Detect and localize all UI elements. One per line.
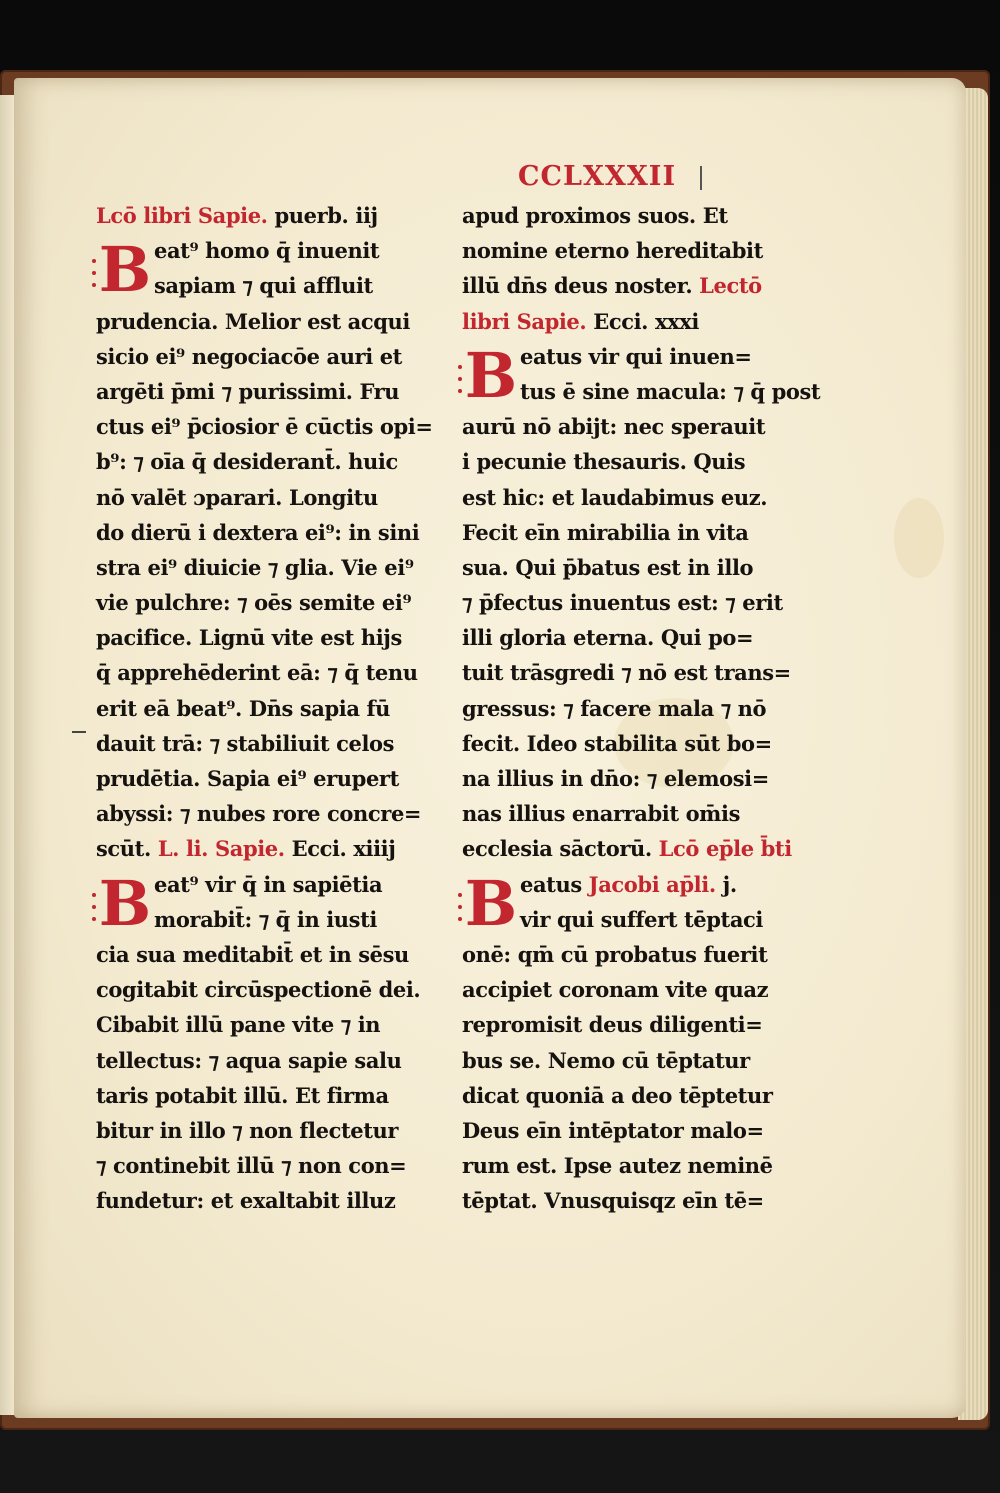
- text-span: nomine eterno hereditabit: [462, 238, 763, 264]
- text-line: [462, 268, 768, 303]
- text-line: [462, 761, 768, 796]
- text-line: [462, 480, 768, 515]
- rubric-text: Jacobi ap̄li.: [588, 871, 716, 897]
- text-line: [462, 444, 768, 479]
- text-line: [462, 691, 768, 726]
- text-span: prudencia. Melior est acqui: [96, 308, 410, 334]
- drop-initial: B: [98, 233, 152, 307]
- text-span: sapiam ⁊ qui affluit: [154, 273, 373, 299]
- text-span: na illius in dn̄o: ⁊ elemosi=: [462, 766, 769, 791]
- text-span: taris potabit illū. Et firma: [96, 1082, 389, 1108]
- text-span: cia sua meditabit̄ et in sēsu: [96, 941, 409, 967]
- text-span: Ecci. xxxi: [586, 308, 699, 334]
- text-span: eatus: [520, 871, 589, 897]
- text-line: [96, 620, 402, 655]
- left-column: [96, 198, 433, 1218]
- drop-initial: B: [464, 866, 518, 940]
- rubric-text: Lcō libri Sapie.: [96, 203, 268, 228]
- text-span: scūt.: [96, 836, 158, 862]
- paper-stain: [894, 498, 944, 578]
- text-span: eat⁹ vir q̄ in sapiētia: [154, 871, 383, 897]
- text-line: [96, 1113, 398, 1148]
- text-span: Fecit eīn mirabilia in vita: [462, 519, 749, 545]
- text-line: [96, 374, 398, 409]
- text-span: onē: qm̄ cū probatus fuerit: [462, 941, 768, 967]
- text-span: tus ē sine macula: ⁊ q̄ post: [520, 378, 821, 404]
- text-span: rum est. Ipse autez neminē: [462, 1153, 773, 1179]
- text-span: prudētia. Sapia ei⁹ erupert: [96, 766, 399, 791]
- text-line: [96, 937, 409, 972]
- text-span: Ecci. xiiij: [284, 836, 396, 862]
- text-span: illi gloria eterna. Qui po=: [462, 625, 754, 651]
- text-span: puerb. iij: [267, 203, 378, 228]
- text-line: [462, 831, 792, 866]
- text-line: [96, 1183, 398, 1218]
- text-span: bitur in illo ⁊ non flectetur: [96, 1117, 399, 1143]
- drop-initial: B: [464, 338, 518, 412]
- text-line: [462, 198, 768, 233]
- text-span: est hic: et laudabimus euz.: [462, 484, 768, 510]
- text-line: [462, 972, 768, 1007]
- text-span: Deus eīn intēptator malo=: [462, 1117, 764, 1143]
- text-span: Cibabit illū pane vite ⁊ in: [96, 1012, 381, 1038]
- text-line: [96, 691, 398, 726]
- text-span: illū dn̄s deus noster.: [462, 273, 700, 299]
- rubric-text: L. li. Sapie.: [157, 836, 285, 862]
- text-line: [462, 1007, 768, 1042]
- right-column: [462, 198, 821, 1218]
- text-span: j.: [715, 871, 737, 897]
- text-line: [462, 585, 783, 620]
- text-line: [96, 480, 398, 515]
- text-line: [462, 233, 768, 268]
- text-line: [462, 1183, 768, 1218]
- text-line: [462, 1043, 768, 1078]
- text-line: [462, 550, 768, 585]
- text-span: tuit trāsgredi ⁊ nō est trans=: [462, 660, 791, 686]
- text-span: ⁊ p̄fectus inuentus est: ⁊ erit: [462, 590, 783, 616]
- text-span: gressus: ⁊ facere mala ⁊ nō: [462, 695, 767, 721]
- text-span: sua. Qui p̄batus est in illo: [462, 554, 754, 580]
- rubric-text: Lcō ep̄le b̄ti: [658, 836, 792, 862]
- text-line: [96, 444, 398, 479]
- text-line: [462, 620, 768, 655]
- text-span: morabit̄: ⁊ q̄ in iusti: [154, 906, 377, 932]
- text-span: ecclesia sāctorū.: [462, 836, 659, 862]
- text-line: [96, 515, 420, 550]
- text-line: [462, 304, 768, 339]
- text-line: [96, 796, 422, 831]
- text-span: apud proximos suos. Et: [462, 203, 728, 228]
- text-span: eat⁹ homo q̄ inuenit: [154, 238, 380, 264]
- text-span: tēptat. Vnusquisqz eīn tē=: [462, 1188, 764, 1214]
- text-span: stra ei⁹ diuicie ⁊ glia. Vie ei⁹: [96, 554, 414, 580]
- text-line: [96, 304, 410, 339]
- text-span: sicio ei⁹ negociacōe auri et: [96, 343, 402, 369]
- text-line: [462, 796, 768, 831]
- text-span: do dierū i dextera ei⁹: in sini: [96, 519, 420, 545]
- text-span: repromisit deus diligenti=: [462, 1012, 763, 1038]
- rubric-text: Lectō: [699, 273, 762, 299]
- text-span: dicat quoniā a deo tēptetur: [462, 1082, 773, 1108]
- text-line: [96, 1007, 398, 1042]
- text-span: ctus ei⁹ p̄ciosior ē cūctis opi=: [96, 414, 433, 440]
- text-span: tellectus: ⁊ aqua sapie salu: [96, 1047, 402, 1073]
- text-line: [96, 409, 433, 444]
- rubric-text: libri Sapie.: [462, 308, 587, 334]
- text-line: [96, 655, 418, 690]
- text-line: [96, 585, 412, 620]
- text-span: bus se. Nemo cū tēptatur: [462, 1047, 750, 1073]
- text-span: argēti p̄mi ⁊ purissimi. Fru: [96, 378, 400, 404]
- text-line: [462, 937, 768, 972]
- text-span: fundetur: et exaltabit illuz: [96, 1188, 396, 1214]
- text-line: [96, 550, 414, 585]
- folio-number: CCLXXXII: [518, 161, 677, 192]
- text-line: [462, 1148, 773, 1183]
- text-span: fecit. Ideo stabilita sūt bo=: [462, 730, 772, 756]
- text-line: [96, 339, 402, 374]
- text-span: i pecunie thesauris. Quis: [462, 449, 746, 475]
- text-line: [462, 1078, 773, 1113]
- text-span: vir qui suffert tēptaci: [520, 906, 764, 932]
- text-line: [96, 726, 398, 761]
- text-span: q̄ apprehēderint eā: ⁊ q̄ tenu: [96, 660, 418, 686]
- text-line: [96, 1148, 407, 1183]
- text-span: cogitabit circūspectionē dei.: [96, 977, 421, 1003]
- text-line: [96, 1078, 398, 1113]
- text-line: [96, 761, 398, 796]
- margin-mark: [72, 731, 86, 733]
- text-line: [96, 972, 421, 1007]
- folio-pen-mark: [700, 166, 702, 190]
- text-span: erit eā beat⁹. Dn̄s sapia fū: [96, 695, 390, 721]
- text-span: nō valēt ɔparari. Longitu: [96, 484, 378, 510]
- text-span: vie pulchre: ⁊ oēs semite ei⁹: [96, 590, 412, 616]
- text-line: [462, 409, 768, 444]
- text-line: [96, 831, 398, 866]
- text-span: nas illius enarrabit om̄is: [462, 801, 740, 827]
- text-span: eatus vir qui inuen=: [520, 343, 752, 369]
- text-line: [462, 655, 791, 690]
- text-span: dauit trā: ⁊ stabiliuit celos: [96, 730, 395, 756]
- text-line: [462, 726, 772, 761]
- text-line: [96, 198, 398, 233]
- drop-initial: B: [98, 866, 152, 940]
- text-line: [462, 1113, 768, 1148]
- text-span: b⁹: ⁊ oīa q̄ desiderant̄. huic: [96, 449, 398, 475]
- text-span: ⁊ continebit illū ⁊ non con=: [96, 1153, 407, 1179]
- text-line: [96, 1043, 402, 1078]
- text-span: accipiet coronam vite quaz: [462, 977, 769, 1003]
- text-span: abyssi: ⁊ nubes rore concre=: [96, 801, 422, 827]
- text-span: pacifice. Lignū vite est hijs: [96, 625, 402, 651]
- text-line: [462, 515, 768, 550]
- facing-page-edge: [0, 95, 15, 1415]
- text-span: aurū nō abijt: nec sperauit: [462, 414, 766, 440]
